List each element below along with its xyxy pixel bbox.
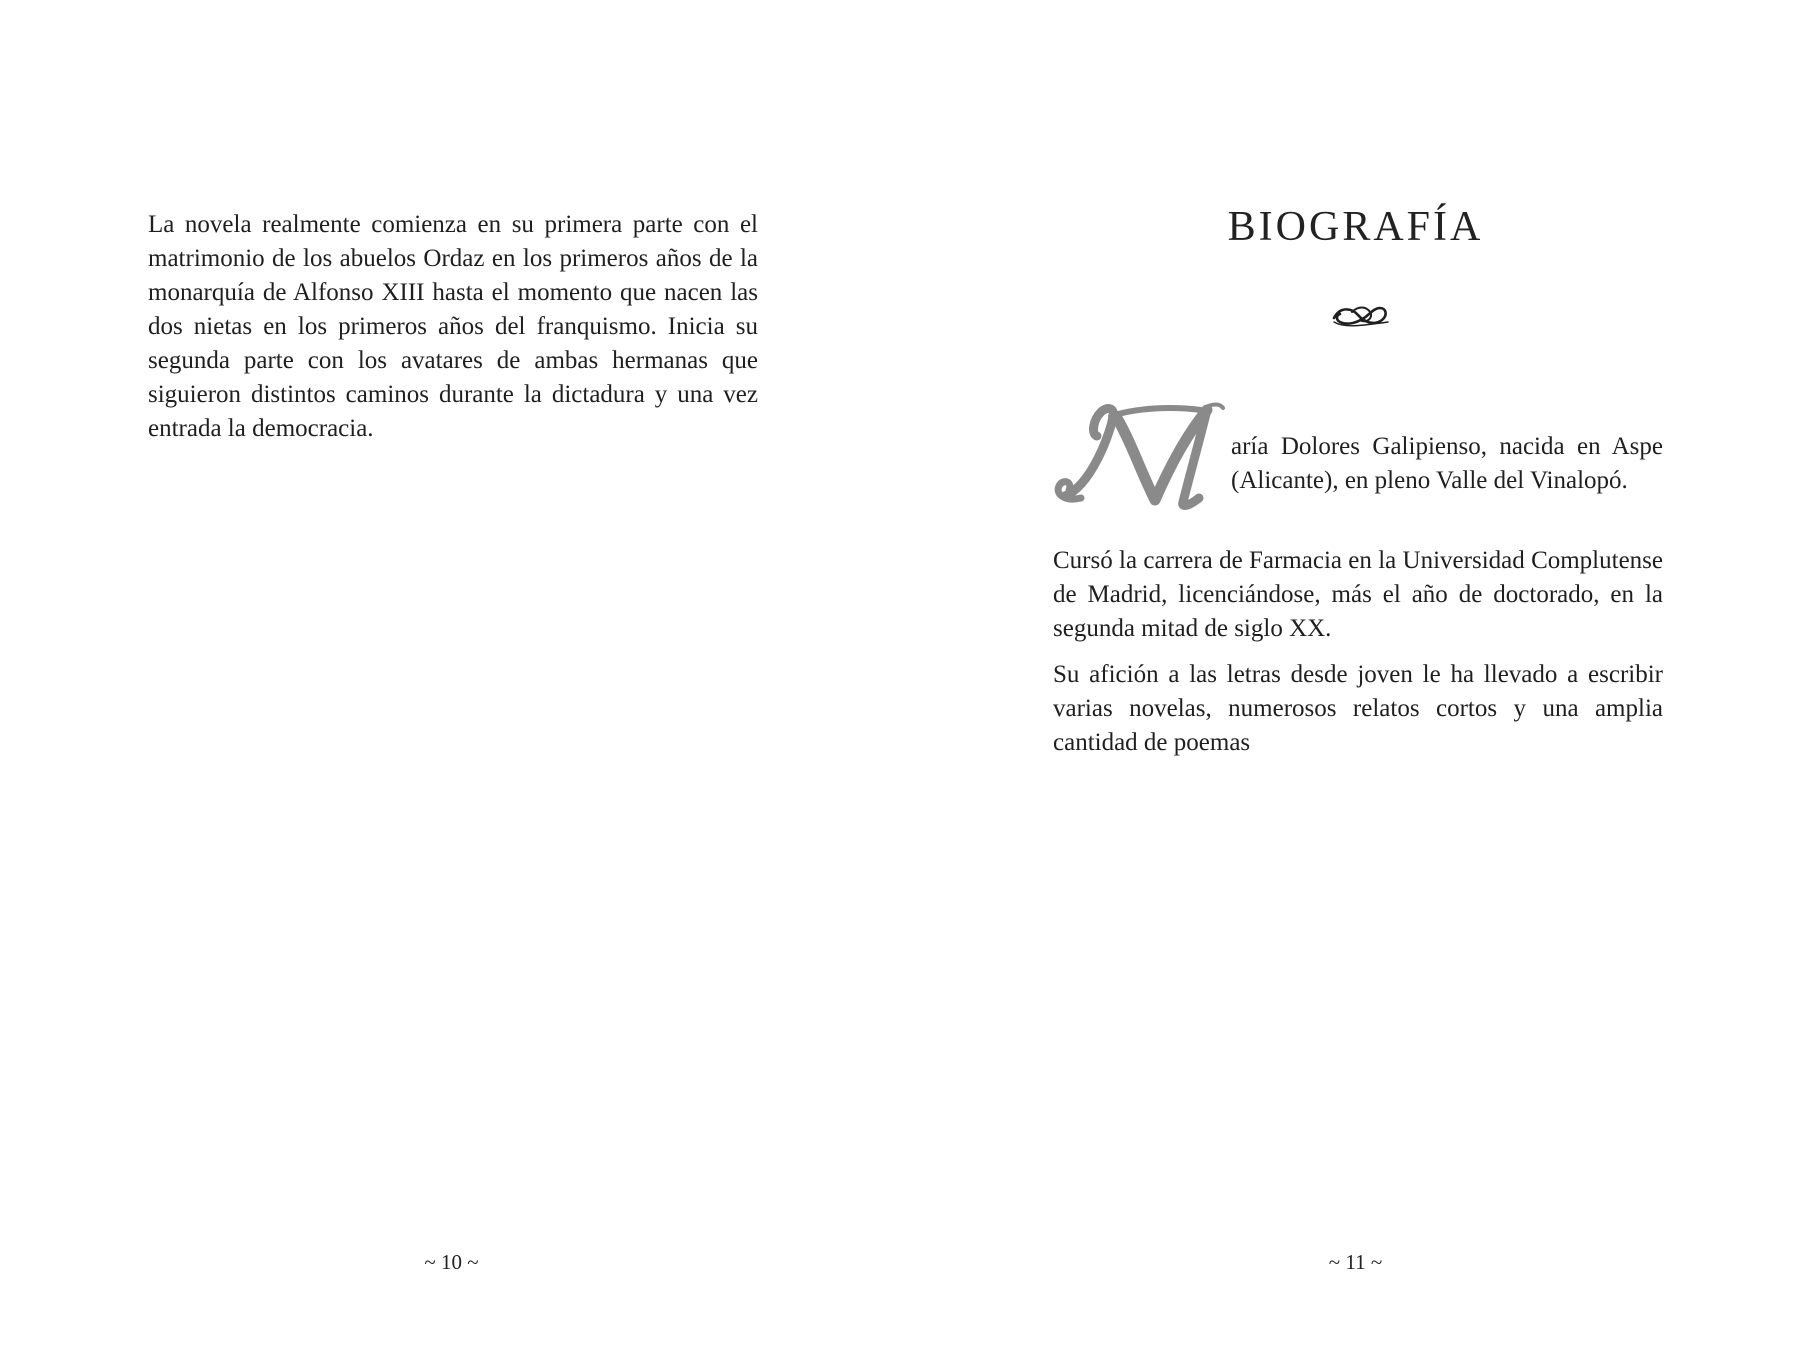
- page-number-left: ~ 10 ~: [424, 1250, 479, 1274]
- left-page-paragraph: La novela realmente comienza en su primera parte con el matrimonio de los abuelos Ordaz en los primeros años de la monarquía de Alfonso XIII hasta el momento que nacen las dos nietas en los primeros años del franquismo. Inicia su segunda parte con los avatares de ambas hermanas que siguieron distintos caminos durante la dictadura y una vez entrada la democracia.: [148, 211, 758, 442]
- flourish-ornament-icon: [1330, 300, 1392, 330]
- biography-paragraph-3: Su afición a las letras desde joven le ha llevado a escribir varias novelas, numerosos relatos cortos y una amplia cantidad de poemas: [1053, 661, 1663, 756]
- biography-paragraph-1-text: aría Dolores Galipienso, nacida en Aspe (Alicante), en pleno Valle del Vinalopó.: [1231, 433, 1663, 494]
- chapter-title: BIOGRAFÍA: [1227, 204, 1484, 250]
- drop-cap: [1051, 402, 1227, 514]
- left-page: [0, 0, 903, 1358]
- biography-body: [1053, 430, 1663, 772]
- biography-paragraph-1: [1053, 430, 1663, 532]
- page-number-right: ~ 11 ~: [1328, 1250, 1383, 1274]
- right-page: [904, 0, 1807, 1358]
- left-page-body: [148, 208, 758, 458]
- biography-paragraph-2: Cursó la carrera de Farmacia en la Universidad Complutense de Madrid, licenciándose, más el año de doctorado, en la segunda mitad de siglo XX.: [1053, 547, 1663, 642]
